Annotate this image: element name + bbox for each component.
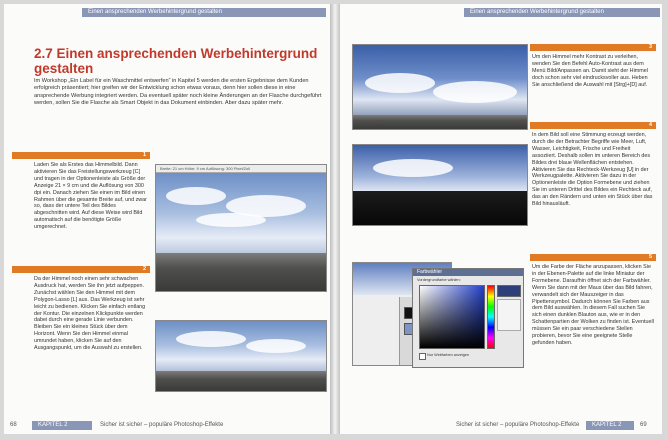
intro-paragraph: Im Workshop „Ein Label für ein Waschmittel entwerfen“ in Kapitel 5 werden die ersten Ergebnisse dem Kunden erfolgreich präsentiert; hier greifen wir der Entwicklung schon etwas voraus, denn hier sollen diese in eine ansprechende Werbung integriert werden. Da eventuell später noch kleine Änderungen an der Flasche durchgeführt werden, sollen Sie die Flasche als Smart Objekt in das Dokument einbinden. Aber dazu später mehr. [34, 78, 322, 107]
cloud-shape [166, 187, 226, 205]
chapter-title [34, 46, 324, 76]
right-running-header: Einen ansprechenden Werbehintergrund gestalten [464, 8, 660, 17]
chapter-number: 2.7 [34, 46, 53, 61]
left-footer-chapter: KAPITEL 2 [32, 421, 92, 430]
city-skyline [156, 253, 326, 291]
cloud-shape [373, 159, 453, 177]
webcolors-label: Nur Webfarben anzeigen [427, 353, 470, 357]
step-badge-2: 2 [12, 266, 150, 273]
dialog-title: Farbwähler [413, 269, 523, 276]
new-color-swatch [497, 285, 521, 297]
dialog-subtitle: Vordergrundfarbe wählen: [417, 278, 461, 282]
right-page [340, 4, 662, 434]
screenshot-lasso-selection [155, 320, 327, 392]
right-footer-title: Sicher ist sicher – populäre Photoshop-Effekte [456, 422, 580, 428]
screenshot-rectangle-shape [352, 144, 528, 226]
color-field[interactable] [419, 285, 485, 349]
right-footer-chapter: KAPITEL 2 [586, 421, 634, 430]
left-running-header: Einen ansprechenden Werbehintergrund gestalten [82, 8, 326, 17]
cloud-shape [365, 73, 435, 93]
chapter-title-text: Einen ansprechenden Werbehintergrund gestalten [34, 46, 318, 76]
step-text-3: Um den Himmel mehr Kontrast zu verleihen, wenden Sie den Befehl Auto-Kontrast aus dem Menü Bild/Anpassen an. Damit sieht der Himmel doch schon sehr viel eindrucksvoller aus. Heben Sie anschließend die Auswahl mit [Strg]+[D] auf. [532, 54, 648, 88]
dark-rectangle-layer [353, 191, 527, 225]
left-page [4, 4, 330, 434]
step-text-2: Da der Himmel noch einen sehr schwachen Ausdruck hat, werden Sie ihn jetzt aufpeppen. Zunächst wählen Sie den Himmel mit dem Polygon-Lasso [L] aus. Das Werkzeug ist sehr leicht zu bedienen. Klicken Sie einfach entlang der Kontur. Die einzelnen Klickpunkte werden dabei durch eine gerade Linie verbunden. Bleiben Sie ein kleines Stück über dem Horizont. Wenn Sie den Himmel einmal umrundet haben, klicken Sie auf den Ausgangspunkt, um die Auswahl zu erstellen. [34, 276, 146, 352]
book-gutter [330, 4, 340, 434]
step-text-4: In dem Bild soll eine Stimmung erzeugt werden, durch die der Betrachter Begriffe wie Meer, Luft, Wasser, Leichtigkeit, Frische und Freiheit assoziiert. Deshalb sollen im unteren Bereich des Bildes drei blaue Wellenflächen entstehen. Aktivieren Sie das Rechteck-Werkzeug [U] in der Werkzeugpalette. Aktivieren Sie dazu in der Optionenleiste die Option Formebene und ziehen Sie im unteren Drittel des Bildes ein Rechteck auf, das an den Rändern und unten ein Stück über das Bild hinausläuft. [532, 132, 653, 208]
cloud-shape [433, 81, 517, 103]
webcolors-checkbox[interactable] [419, 353, 426, 360]
color-values-panel [497, 299, 521, 331]
color-picker-dialog [412, 268, 524, 368]
hue-slider[interactable] [487, 285, 495, 349]
screenshot-crop-sky [155, 164, 327, 292]
city-skyline [353, 115, 527, 129]
options-toolbar: Breite: 21 cm Höhe: 9 cm Auflösung: 300 Pixel/Zoll [156, 165, 326, 173]
step-text-5: Um die Farbe der Fläche anzupassen, klicken Sie in der Ebenen-Palette auf die linke Miniatur der Formebene. Daraufhin öffnet sich der Farbwähler. Wenn Sie dann mit der Maus über das Bild fahren, verwandelt sich der Mauszeiger in das Pipettensymbol. Dadurch können Sie Farben aus dem Bild auswählen. In diesem Fall suchen Sie sich einen dunklen Blauton aus, wie er in den Schattenpartien der Wolken zu finden ist. Eventuell müssen Sie ein paar verschiedene Stellen probieren, bevor Sie eine geeignete Stelle gefunden haben. [532, 264, 654, 346]
step-badge-3: 3 [530, 44, 656, 51]
cloud-shape [176, 331, 246, 347]
step-text-1: Laden Sie als Erstes das Himmelbild. Dann aktivieren Sie das Freistellungswerkzeug [C] und tragen in der Optionenleiste als Größe der Anzeige 21 × 9 cm und die Auflösung von 300 dpi ein. Danach ziehen Sie einen im Bild einen Rahmen über die gesamte Breite auf, und zwar so, dass der untere Teil des Bildes abgeschnitten wird. Auf diese Weise wird Bild automatisch auf die benötigte Größe umgerechnet. [34, 162, 147, 231]
cloud-shape [196, 213, 266, 227]
step-badge-5: 5 [530, 254, 656, 261]
step-badge-1: 1 [12, 152, 150, 159]
step-badge-4: 4 [530, 122, 656, 129]
city-skyline [156, 371, 326, 391]
left-footer-title: Sicher ist sicher – populäre Photoshop-Effekte [100, 422, 224, 428]
right-page-number: 69 [640, 422, 647, 428]
left-page-number: 68 [10, 422, 17, 428]
cloud-shape [246, 339, 306, 353]
screenshot-auto-contrast [352, 44, 528, 130]
